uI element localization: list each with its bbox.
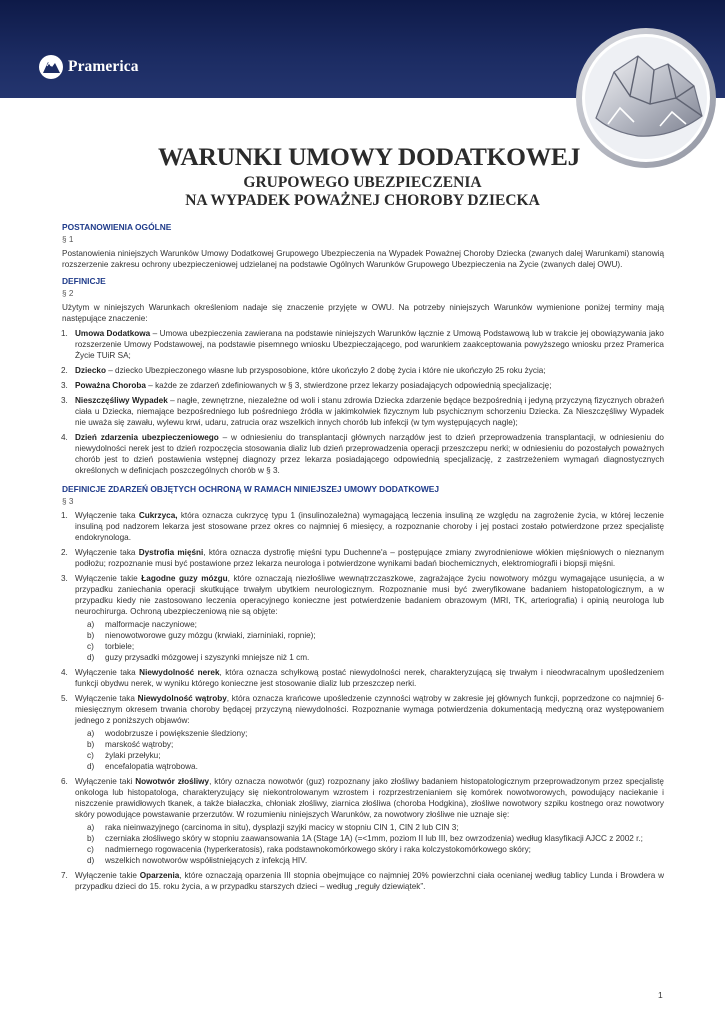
- definitions-list: [62, 328, 664, 476]
- sub-list-item: b) nienowotworowe guzy mózgu (krwiaki, ziarniniaki, ropnie);: [87, 631, 316, 640]
- sub-list-item: c) nadmiernego rogowacenia (hyperkeratosis), raka podstawnokomórkowego skóry i raka kolczystokomórkowego skóry;: [87, 845, 531, 854]
- sub-list-item: d) encefalopatia wątrobowa.: [87, 762, 198, 771]
- sub-list-item: d) wszelkich nowotworów współistniejących z infekcją HIV.: [87, 856, 308, 865]
- list-item: 6. Wyłączenie taki Nowotwór złośliwy, który oznacza nowotwór (guz) rozpoznany jako złośliwy badaniem histopatologicznym przeprowadzonym przez specjalistę onkologa lub histopatologa, charakteryzujący się niekontrolowanym wzrostem i rozprzestrzenianiem się komórek nowotworowych, powodujący naciekanie i niszczenie prawidłowych tkanek, a także białaczka, chłoniak złośliwy, ziarnica złośliwa (choroba Hodgkina), złośliwe nowotwory szpiku kostnego oraz nowotwory skóry powodujące powstawanie przerzutów. W rozumieniu niniejszych Warunków, za nowotwory złośliwe nie uznaje się: a) raka nieinwazyjnego (carcinoma in situ), dysplazji szyjki macicy w stopniu CIN 1, CIN 2 lub CIN 3; b) czerniaka złośliwego skóry w stopniu zaawansowania 1A (Stage 1A) (=<1mm, poziom II lub III, bez owrzodzenia) według klasyfikacji AJCC z 2002 r.; c) nadmiernego rogowacenia (hyperkeratosis), raka podstawnokomórkowego skóry i raka kolczystokomórkowego skóry; d) wszelkich nowotworów współistniejących z infekcją HIV.: [61, 777, 664, 865]
- list-item: 3. Wyłączenie takie Łagodne guzy mózgu, które oznaczają niezłośliwe wewnątrzczaszkowe, zagrażające życiu nowotwory mózgu wymagające usunięcia, a w przypadku zaniechania operacji skutkujące trwałym ubytkiem neurologicznym. Rozpoznanie musi być zweryfikowane badaniem histopatologicznym, a w przypadku kiedy nie zastosowano leczenia operacyjnego konieczne jest potwierdzenie badaniem obrazowym (MRI, TK, arteriografia) i opinią neurologa lub neurochirurga. Ochroną ubezpieczeniową nie są objęte: a) malformacje naczyniowe; b) nienowotworowe guzy mózgu (krwiaki, ziarniniaki, ropnie); c) torbiele; d) guzy przysadki mózgowej i szyszynki mniejsze niż 1 cm.: [61, 574, 664, 662]
- section-heading-definitions: DEFINICJE: [62, 276, 106, 286]
- definitions-intro: Użytym w niniejszych Warunkach określeniom nadaje się znaczenie przyjęte w OWU. Na potrzeby niniejszych Warunków wymienione poniżej terminy mają następujące znaczenie:: [62, 303, 664, 323]
- general-provisions-text: Postanowienia niniejszych Warunków Umowy Dodatkowej Grupowego Ubezpieczenia na Wypadek Poważnej Choroby Dziecka (zwanych dalej Warunkami) stanowią rozszerzenie zakresu ochrony ubezpieczeniowej udzielanej na podstawie Ogólnych Warunków Grupowego Ubezpieczenia na Życie (zwanych dalej OWU).: [62, 249, 664, 269]
- list-item: 4. Dzień zdarzenia ubezpieczeniowego – w odniesieniu do transplantacji głównych narządów jest to dzień przeprowadzenia transplantacji, w odniesieniu do niewydolności nerek jest to dzień rozpoczęcia stosowania dializ lub dzień przeprowadzenia operacji przeszczepu nerki; w odniesieniu do pozostałych poważnych chorób jest to dzień postawienia wstępnej diagnozy przez lekarza posiadającego odpowiednią specjalizację, z zastrzeżeniem wymagań diagnostycznych określonych w definicjach poszczególnych chorób w § 3.: [61, 433, 664, 475]
- document-body: [62, 222, 664, 896]
- sub-list: [75, 619, 664, 663]
- page-number: 1: [658, 990, 663, 1000]
- list-item: 5. Wyłączenie taka Niewydolność wątroby, która oznacza krańcowe upośledzenie czynności wątroby w zakresie jej głównych funkcji, poprzedzone co najmniej 6-miesięcznym okresem trwania choroby będącej przyczyną niewydolności. Rozpoznanie wymaga potwierdzenia dokumentacją medyczną oraz występowaniem jednego z poniższych objawów: a) wodobrzusze i powiększenie śledziony; b) marskość wątroby; c) żylaki przełyku; d) encefalopatia wątrobowa.: [61, 694, 664, 771]
- document-subtitle-2: NA WYPADEK POWAŻNEJ CHOROBY DZIECKA: [185, 192, 540, 209]
- rock-emblem-icon: [568, 26, 724, 176]
- list-item: 1. Umowa Dodatkowa – Umowa ubezpieczenia zawierana na podstawie niniejszych Warunków łącznie z Umową Podstawową lub w trakcie jej obowiązywania jako rozszerzenie Umowy Podstawowej, na podstawie pisemnego wniosku Ubezpieczającego, pod warunkiem zaakceptowania powyższego wniosku przez Pramerica Życie TUiR SA;: [61, 329, 664, 360]
- document-subtitle-1: GRUPOWEGO UBEZPIECZENIA: [243, 174, 482, 191]
- brand-name: Pramerica: [68, 58, 139, 75]
- list-item: 7. Wyłączenie takie Oparzenia, które oznaczają oparzenia III stopnia obejmujące co najmniej 20% powierzchni ciała ocenianej według tablicy Lunda i Browdera w przypadku dzieci do 15. roku życia, a w przypadku starszych dzieci – według „reguły dziewiątek”.: [61, 871, 664, 891]
- sub-list: [75, 822, 664, 866]
- pramerica-rock-icon: [38, 54, 64, 80]
- list-item: 3. Nieszczęśliwy Wypadek – nagłe, zewnętrzne, niezależne od woli i stanu zdrowia Dziecka zdarzenie będące bezpośrednią i jedyną przyczyną fizycznych obrażeń ciała u Dziecka, niemające bezpośredniego lub pośredniego źródła w jakimkolwiek fizycznym lub psychicznym schorzeniu Dziecka. Za Nieszczęśliwy Wypadek nie uważa się zawału, wylewu krwi, udaru, zatrucia oraz wszelkich innych chorób lub infekcji (w tym występujących nagle);: [61, 396, 664, 427]
- sub-list-item: a) wodobrzusze i powiększenie śledziony;: [87, 729, 248, 738]
- sub-list-item: a) malformacje naczyniowe;: [87, 620, 197, 629]
- sub-list-item: b) czerniaka złośliwego skóry w stopniu zaawansowania 1A (Stage 1A) (=<1mm, poziom II lub III, bez owrzodzenia) według klasyfikacji AJCC z 2002 r.;: [87, 834, 643, 843]
- events-list: [62, 510, 664, 892]
- sub-list-item: a) raka nieinwazyjnego (carcinoma in situ), dysplazji szyjki macicy w stopniu CIN 1, CIN 2 lub CIN 3;: [87, 823, 459, 832]
- list-item: 3. Poważna Choroba – każde ze zdarzeń zdefiniowanych w § 3, stwierdzone przez lekarzy posiadających odpowiednią specjalizację;: [61, 381, 552, 390]
- section-heading-events: DEFINICJE ZDARZEŃ OBJĘTYCH OCHRONĄ W RAMACH NINIEJSZEJ UMOWY DODATKOWEJ: [62, 484, 440, 494]
- document-title: WARUNKI UMOWY DODATKOWEJ: [158, 142, 581, 171]
- sub-list-item: b) marskość wątroby;: [87, 740, 174, 749]
- paragraph-symbol-3: § 3: [62, 497, 74, 506]
- section-heading-general: POSTANOWIENIA OGÓLNE: [62, 222, 172, 232]
- paragraph-symbol-2: § 2: [62, 289, 74, 298]
- paragraph-symbol-1: § 1: [62, 235, 74, 244]
- list-item: 1. Wyłączenie taka Cukrzyca, która oznacza cukrzycę typu 1 (insulinozależna) wymagającą leczenia insuliną ze względu na zagrożenie życia, w której leczenie insuliną pod nadzorem lekarza jest stosowane przez okres co najmniej 6 miesięcy, a rozpoznanie choroby i jej postaci zostało potwierdzone przez specjalistę endokrynologa.: [61, 511, 664, 542]
- pramerica-logo: [38, 54, 139, 80]
- sub-list-item: d) guzy przysadki mózgowej i szyszynki mniejsze niż 1 cm.: [87, 653, 310, 662]
- list-item: 4. Wyłączenie taka Niewydolność nerek, która oznacza schyłkową postać niewydolności nerek, charakteryzującą się trwałym i nieodwracalnym upośledzeniem funkcji obydwu nerek, w wyniku którego konieczne jest stosowanie dializ lub przeszczep nerki.: [61, 668, 664, 688]
- sub-list: [75, 728, 664, 772]
- sub-list-item: c) torbiele;: [87, 642, 135, 651]
- sub-list-item: c) żylaki przełyku;: [87, 751, 161, 760]
- list-item: 2. Dziecko – dziecko Ubezpieczonego własne lub przysposobione, które ukończyło 2 dobę życia i które nie ukończyło 25 roku życia;: [61, 366, 546, 375]
- list-item: 2. Wyłączenie taka Dystrofia mięśni, która oznacza dystrofię mięśni typu Duchenne'a – postępujące zmiany zwyrodnieniowe włókien mięśniowych o nieznanym podłożu; rozpoznanie musi być postawione przez lekarza neurologa i potwierdzone wynikami badań biochemicznych, elektromiografii i biopsji mięśni.: [61, 548, 664, 568]
